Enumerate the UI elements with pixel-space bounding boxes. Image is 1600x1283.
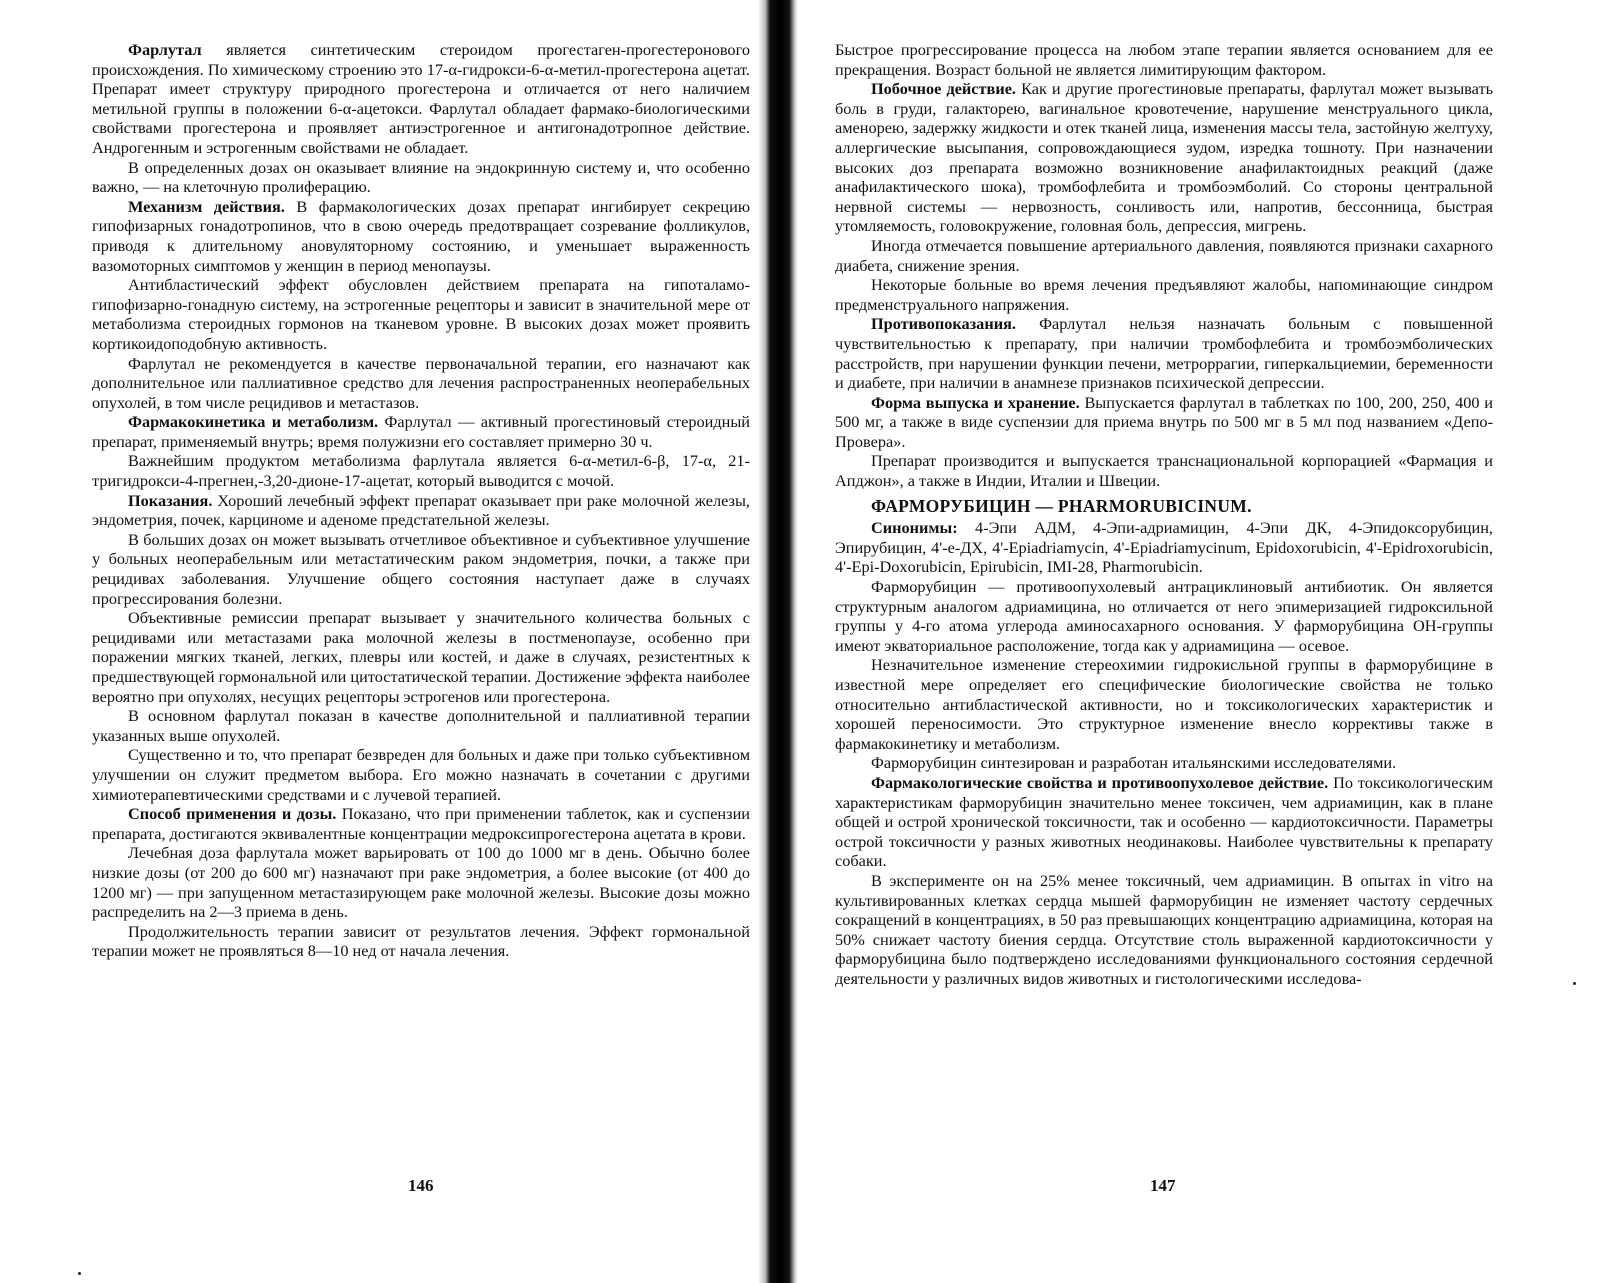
section-heading: ФАРМОРУБИЦИН — PHARMORUBICINUM. xyxy=(871,495,1252,516)
paragraph-text: В фармакологических дозах препарат ингибирует секрецию гипофизарных гонадотропинов, что в свою очередь предотвращает созревание фолликулов, приводя к длительному ановуляторному состоянию, и уменьшает выраженность вазомоторных симптомов у женщин в период менопаузы. xyxy=(92,196,750,275)
scan-speck xyxy=(1573,982,1576,985)
body-paragraph xyxy=(92,451,750,490)
body-paragraph xyxy=(92,843,750,921)
body-paragraph xyxy=(92,530,750,608)
paragraph-text: Фарморубицин синтезирован и разработан итальянскими исследователями. xyxy=(871,753,1397,773)
paragraph-text: Продолжительность терапии зависит от результатов лечения. Эффект гормональной терапии может не проявляться 8—10 нед от начала лечения. xyxy=(92,921,750,961)
body-paragraph xyxy=(92,354,750,413)
paragraph-lead: Фарлутал xyxy=(128,40,202,59)
body-paragraph xyxy=(92,412,750,451)
paragraph-lead: Способ применения и дозы. xyxy=(128,804,337,824)
paragraph-text: Фарлутал — активный прогестиновый стероидный препарат, применяемый внутрь; время полужизни его составляет примерно 30 ч. xyxy=(92,412,750,451)
body-paragraph xyxy=(835,577,1493,655)
paragraph-text: В определенных дозах он оказывает влияние на эндокринную систему и, что особенно важно, — на клеточную пролиферацию. xyxy=(92,157,750,197)
paragraph-lead: Фармакологические свойства и противоопухолевое действие. xyxy=(871,772,1329,792)
body-paragraph xyxy=(835,79,1493,236)
body-paragraph xyxy=(835,871,1493,989)
body-paragraph xyxy=(835,518,1493,577)
paragraph-lead: Форма выпуска и хранение. xyxy=(871,392,1080,412)
paragraph-text: является синтетическим стероидом прогестаген-прогестеронового происхождения. По химическому строению это 17-α-гидрокси-6-α-метил-прогестерона ацетат. Препарат имеет структуру природного прогестерона и отличается от него наличием метильной группы в положении 6-α-ацетокси. Фарлутал обладает фармако-биологическими свойствами прогестерона и проявляет антиэстрогенное и антигонадотропное действие. Андрогенным и эстрогенным свойствами не обладает. xyxy=(92,40,750,157)
paragraph-text: Важнейшим продуктом метаболизма фарлутала является 6-α-метил-6-β, 17-α, 21-тригидрокси-4-прегнен,-3,20-дионе-17-ацетат, который выводится с мочой. xyxy=(92,451,750,491)
body-paragraph xyxy=(92,804,750,843)
paragraph-text: Хороший лечебный эффект препарат оказывает при раке молочной железы, эндометрия, почек, карциноме и аденоме предстательной железы. xyxy=(92,490,750,530)
body-paragraph xyxy=(835,753,1493,773)
paragraph-text: Фарлутал не рекомендуется в качестве первоначальной терапии, его назначают как дополнительное или паллиативное средство для лечения распространенных неоперабельных опухолей, в том числе рецидивов и метастазов. xyxy=(92,353,750,412)
body-paragraph xyxy=(92,158,750,197)
body-paragraph xyxy=(92,40,750,158)
body-paragraph xyxy=(92,197,750,275)
body-paragraph xyxy=(835,275,1493,314)
paragraph-text: Как и другие прогестиновые препараты, фарлутал может вызывать боль в груди, галакторею, вагинальное кровотечение, нарушение менструального цикла, аменорею, задержку жидкости и отек тканей лица, изменения массы тела, застойную желтуху, аллергические высыпания, сопровождающиеся зудом, изредка тошноту. При назначении высоких доз препарата возможно возникновение анафилактоидных реакций (даже анафилактического шока), тромбофлебита и тромбоэмболий. Со стороны центральной нервной системы — нервозность, сонливость или, напротив, бессонница, быстрая утомляемость, головокружение, головная боль, депрессия, мигрень. xyxy=(835,79,1493,236)
paragraph-text: Существенно и то, что препарат безвреден для больных и даже при только субъективном улучшении он служит предметом выбора. Его можно назначать в сочетании с другими химиотерапевтическими средствами и с лучевой терапией. xyxy=(92,745,750,804)
paragraph-text: Объективные ремиссии препарат вызывает у значительного количества больных с рецидивами или метастазами рака молочной железы в постменопаузе, особенно при поражении мягких тканей, легких, плевры или костей, и даже в случаях, резистентных к предшествующей гормональной или цитостатической терапии. Достижение эффекта наиболее вероятно при опухолях, несущих рецепторы эстрогенов или прогестерона. xyxy=(92,608,750,706)
paragraph-text: Незначительное изменение стереохимии гидрокисльной группы в фарморубицине в известной мере определяет его специфические биологические свойства не только относительно антибластической активности, но и токсикологических характеристик и хорошей переносимости. Это структурное изменение внесло коррективы также в фармакокинетику и метаболизм. xyxy=(835,655,1493,753)
body-paragraph xyxy=(835,451,1493,490)
paragraph-lead: Показания. xyxy=(128,490,213,510)
paragraph-lead: Синонимы: xyxy=(871,518,958,538)
paragraph-text: 4-Эпи АДМ, 4-Эпи-адриамицин, 4-Эпи ДК, 4-Эпидоксорубицин, Эпирубицин, 4'-е-ДХ, 4'-Epiadriamycin, 4'-Epiadriamycinum, Epidoxorubicin, 4'-Epidroxorubicin, 4'-Epi-Doxorubicin, Epirubicin, IMI-28, Pharmorubicin. xyxy=(835,518,1493,577)
scan-speck xyxy=(78,1272,81,1275)
paragraph-text: Показано, что при применении таблеток, как и суспензии препарата, достигаются эквивалентные концентрации медроксипрогестерона ацетата в крови. xyxy=(92,804,751,843)
paragraph-text: Препарат производится и выпускается транснациональной корпорацией «Фармация и Апджон», а также в Индии, Италии и Швеции. xyxy=(835,451,1493,491)
paragraph-text: По токсикологическим характеристикам фарморубицин значительно менее токсичен, чем адриамицин, как в плане общей и острой хронической токсичности, так и особенно — кардиотоксичности. Параметры острой токсичности у разных животных неодинаковы. Наиболее чувствительны к препарату собаки. xyxy=(835,772,1493,871)
paragraph-text: В основном фарлутал показан в качестве дополнительной и паллиативной терапии указанных выше опухолей. xyxy=(92,706,750,745)
paragraph-text: Некоторые больные во время лечения предъявляют жалобы, напоминающие синдром предменструального напряжения. xyxy=(835,275,1493,314)
paragraph-lead: Противопоказания. xyxy=(871,314,1016,334)
body-paragraph xyxy=(92,275,750,353)
left-page xyxy=(92,40,750,961)
page-number-left: 146 xyxy=(408,1176,434,1195)
body-paragraph xyxy=(92,608,750,706)
paragraph-text: Выпускается фарлутал в таблетках по 100, 200, 250, 400 и 500 мг, а также в виде суспензии для приема внутрь по 500 мг в 5 мл под названием «Депо-Провера». xyxy=(835,392,1494,451)
paragraph-lead: Побочное действие. xyxy=(871,79,1016,99)
body-paragraph xyxy=(92,491,750,530)
body-paragraph xyxy=(835,393,1493,452)
body-paragraph xyxy=(835,655,1493,753)
body-paragraph xyxy=(92,745,750,804)
body-paragraph xyxy=(835,773,1493,871)
body-paragraph xyxy=(92,706,750,745)
right-page xyxy=(835,40,1493,989)
paragraph-text: Антибластический эффект обусловлен действием препарата на гипоталамо-гипофизарно-гонадную систему, на эстрогенные рецепторы и зависит в значительной мере от метаболизма стероидных гормонов на тканевом уровне. В высоких дозах может проявить кортикоидоподобную активность. xyxy=(92,275,750,353)
paragraph-lead: Механизм действия. xyxy=(128,196,285,216)
paragraph-text: Фарлутал нельзя назначать больным с повышенной чувствительностью к препарату, при наличии тромбофлебита и тромбоэмболических расстройств, при нарушении функции печени, метроррагии, гиперкальциемии, беременности и диабете, при наличии в анамнезе признаков психической депрессии. xyxy=(835,314,1493,393)
page-number-right: 147 xyxy=(1150,1176,1176,1195)
paragraph-text: В эксперименте он на 25% менее токсичный, чем адриамицин. В опытах in vitro на культивированных клетках сердца мышей фарморубицин не изменяет частоту сердечных сокращений в концентрациях, в 50 раз превышающих концентрацию адриамицина, которая на 50% снижает частоту биения сердца. Отсутствие столь выраженной кардиотоксичности у фарморубицина было подтверждено исследованиями функционального состояния сердечной деятельности у различных видов животных и гистологическими исследова- xyxy=(835,870,1493,988)
paragraph-text: Лечебная доза фарлутала может варьировать от 100 до 1000 мг в день. Обычно более низкие дозы (от 200 до 600 мг) назначают при раке эндометрия, а более высокие (от 400 до 1200 мг) — при запущенном метастазирующем раке молочной железы. Высокие дозы можно распределить на 2—3 приема в день. xyxy=(92,843,750,922)
paragraph-text: Фарморубицин — противоопухолевый антрациклиновый антибиотик. Он является структурным аналогом адриамицина, но отличается от него эпимеризацией гидроксильной группы у 4-го атома углерода аминосахарного основания. У фарморубицина ОН-группы имеют экваториальное расположение, тогда как у адриамицина — осевое. xyxy=(835,577,1493,655)
body-paragraph xyxy=(835,314,1493,392)
paragraph-text: В больших дозах он может вызывать отчетливое объективное и субъективное улучшение у больных неоперабельным или метастатическим раком эндометрия, почки, а также при рецидивах заболевания. Улучшение общего состояния наступает даже в случаях прогрессирования болезни. xyxy=(92,529,750,608)
body-paragraph xyxy=(835,236,1493,275)
continuation-paragraph: Быстрое прогрессирование процесса на любом этапе терапии является основанием для ее прекращения. Возраст больной не является лимитирующим фактором. xyxy=(835,40,1493,79)
paragraph-text: Иногда отмечается повышение артериального давления, появляются признаки сахарного диабета, снижение зрения. xyxy=(835,235,1493,275)
paragraph-lead: Фармакокинетика и метаболизм. xyxy=(128,412,379,432)
body-paragraph xyxy=(92,922,750,961)
book-gutter xyxy=(758,0,798,1283)
